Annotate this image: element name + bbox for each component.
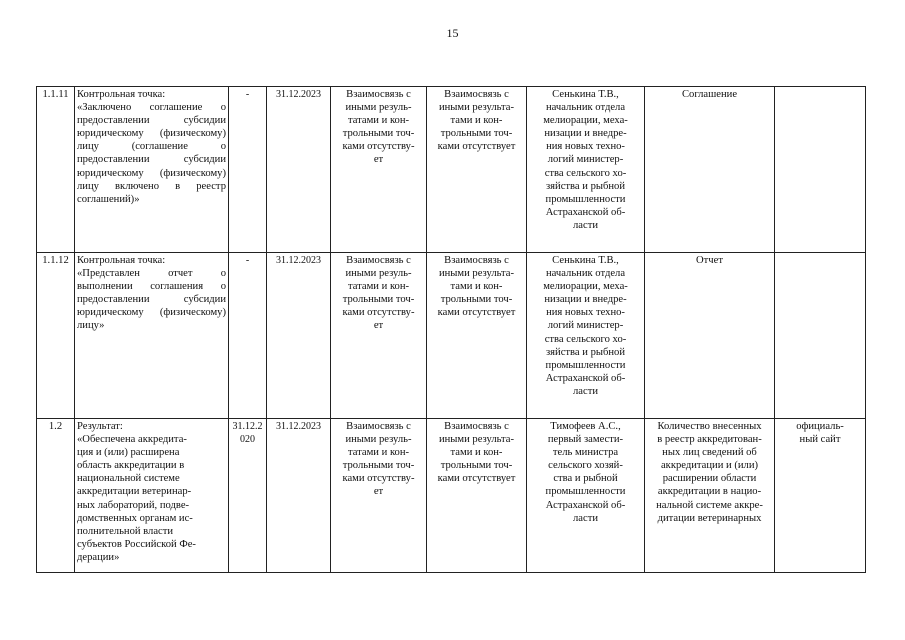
- description-body: «Представлен отчет о выполнении соглашения о предоставлении субсидии юридическому (физическому) лицу»: [77, 268, 226, 332]
- table-row: [37, 253, 866, 419]
- description-body: «Обеспечена аккредита- ция и (или) расширена область аккредитации в национальной системе аккредитации ветеринар- ных лабораторий, подве- домственных органам ис- полнительной власти субъектов Российской Фе- дерации»: [77, 434, 196, 563]
- next-link-cell: Взаимосвязь с иными результа- тами и кон- трольными точ- ками отсутствует: [427, 87, 527, 253]
- description-title: Результат:: [77, 421, 123, 432]
- start-date: 31.12.2020: [229, 419, 267, 573]
- responsible-cell: Тимофеев А.С., первый замести- тель министра сельского хозяй- ства и рыбной промышленности Астраханской об- ласти: [527, 419, 645, 573]
- document-cell: Соглашение: [645, 87, 775, 253]
- end-date: 31.12.2023: [267, 253, 331, 419]
- table-row: [37, 419, 866, 573]
- end-date: 31.12.2023: [267, 419, 331, 573]
- start-date: -: [229, 87, 267, 253]
- document-cell: Отчет: [645, 253, 775, 419]
- next-link-cell: Взаимосвязь с иными результа- тами и кон- трольными точ- ками отсутствует: [427, 419, 527, 573]
- start-date: -: [229, 253, 267, 419]
- row-number: 1.1.12: [37, 253, 75, 419]
- row-description: [75, 419, 229, 573]
- next-link-cell: Взаимосвязь с иными результа- тами и кон- трольными точ- ками отсутствует: [427, 253, 527, 419]
- row-number: 1.1.11: [37, 87, 75, 253]
- table-row: [37, 87, 866, 253]
- plan-table: [36, 86, 866, 573]
- previous-link-cell: Взаимосвязь с иными резуль- татами и кон- трольными точ- ками отсутству- ет: [331, 87, 427, 253]
- info-system-cell: [775, 253, 866, 419]
- description-title: Контрольная точка:: [77, 255, 166, 266]
- info-system-cell: [775, 87, 866, 253]
- info-system-cell: официаль- ный сайт: [775, 419, 866, 573]
- document-cell: Количество внесенных в реестр аккредитован- ных лиц сведений об аккредитации и (или) расширении области аккредитации в нацио- нальной системе аккре- дитации ветеринарных: [645, 419, 775, 573]
- row-description: [75, 253, 229, 419]
- row-description: [75, 87, 229, 253]
- responsible-cell: Сенькина Т.В., начальник отдела мелиорации, меха- низации и внедре- ния новых техно- логий министер- ства сельского хо- зяйства и рыбной промышленности Астраханской об- ласти: [527, 253, 645, 419]
- page-number: 15: [446, 26, 459, 40]
- description-title: Контрольная точка:: [77, 89, 166, 100]
- row-number: 1.2: [37, 419, 75, 573]
- previous-link-cell: Взаимосвязь с иными резуль- татами и кон- трольными точ- ками отсутству- ет: [331, 253, 427, 419]
- description-body: «Заключено соглашение о предоставлении субсидии юридическому (физическому) лицу (соглашение о предоставлении субсидии юридическому (физическому) лицу включено в реестр соглашений)»: [77, 102, 226, 205]
- end-date: 31.12.2023: [267, 87, 331, 253]
- previous-link-cell: Взаимосвязь с иными резуль- татами и кон- трольными точ- ками отсутству- ет: [331, 419, 427, 573]
- responsible-cell: Сенькина Т.В., начальник отдела мелиорации, меха- низации и внедре- ния новых техно- логий министер- ства сельского хо- зяйства и рыбной промышленности Астраханской об- ласти: [527, 87, 645, 253]
